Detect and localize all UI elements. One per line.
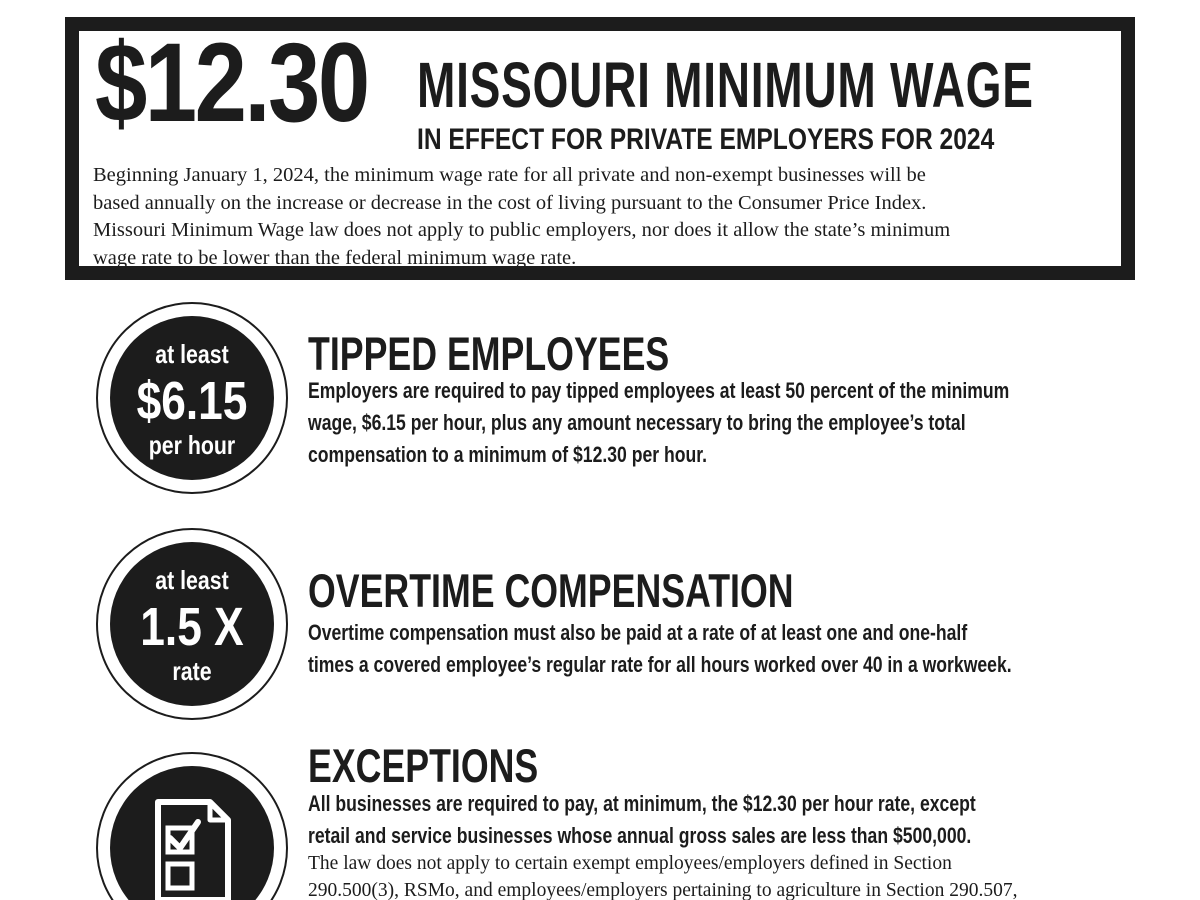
exceptions-note: [308, 850, 1098, 900]
body-line: Overtime compensation must also be paid at a rate of at least one and one-half: [308, 620, 968, 645]
section-title-overtime: OVERTIME COMPENSATION: [308, 564, 794, 617]
badge-bottom-text: rate: [172, 656, 212, 686]
badge-disc: [110, 766, 274, 900]
note-line: 290.500(3), RSMo, and employees/employers pertaining to agriculture in Section 290.507,: [308, 880, 1018, 900]
badge-top-text: at least: [155, 565, 229, 595]
section-title-exceptions: EXCEPTIONS: [308, 739, 539, 792]
section-body-overtime: [308, 617, 1108, 681]
badge-disc: [110, 316, 274, 480]
body-line: retail and service businesses whose annual gross sales are less than $500,000.: [308, 823, 972, 848]
checklist-icon: [150, 796, 234, 900]
poster-title: MISSOURI MINIMUM WAGE: [417, 49, 1034, 121]
minimum-wage-amount: $12.30: [95, 20, 368, 145]
body-line: Employers are required to pay tipped employees at least 50 percent of the minimum: [308, 378, 1010, 403]
tipped-wage-badge: [96, 302, 288, 494]
overtime-rate-badge: [96, 528, 288, 720]
header-banner: [65, 17, 1135, 280]
section-body-tipped: [308, 375, 1108, 471]
intro-paragraph: [93, 162, 1103, 272]
badge-top-text: at least: [155, 339, 229, 369]
badge-amount: $6.15: [136, 371, 248, 431]
body-line: compensation to a minimum of $12.30 per hour.: [308, 442, 708, 467]
intro-line: Beginning January 1, 2024, the minimum wage rate for all private and non-exempt businesses will be: [93, 164, 926, 186]
note-line: The law does not apply to certain exempt employees/employers defined in Section: [308, 853, 952, 874]
exceptions-badge: [96, 752, 288, 900]
badge-disc: [110, 542, 274, 706]
badge-amount: 1.5 X: [140, 597, 244, 657]
header-banner-inner: [79, 20, 1121, 269]
badge-bottom-text: per hour: [148, 430, 236, 460]
section-body-exceptions: [308, 788, 1108, 852]
intro-line: based annually on the increase or decrease in the cost of living pursuant to the Consumer Price Index.: [93, 191, 927, 214]
section-title-tipped: TIPPED EMPLOYEES: [308, 327, 670, 380]
body-line: wage, $6.15 per hour, plus any amount necessary to bring the employee’s total: [308, 410, 966, 435]
intro-line: Missouri Minimum Wage law does not apply to public employers, nor does it allow the state’s minimum: [93, 219, 951, 241]
body-line: times a covered employee’s regular rate for all hours worked over 40 in a workweek.: [308, 652, 1012, 677]
body-line: All businesses are required to pay, at minimum, the $12.30 per hour rate, except: [308, 791, 976, 816]
intro-line: wage rate to be lower than the federal minimum wage rate.: [93, 246, 577, 269]
poster-subtitle: IN EFFECT FOR PRIVATE EMPLOYERS FOR 2024: [417, 123, 995, 156]
